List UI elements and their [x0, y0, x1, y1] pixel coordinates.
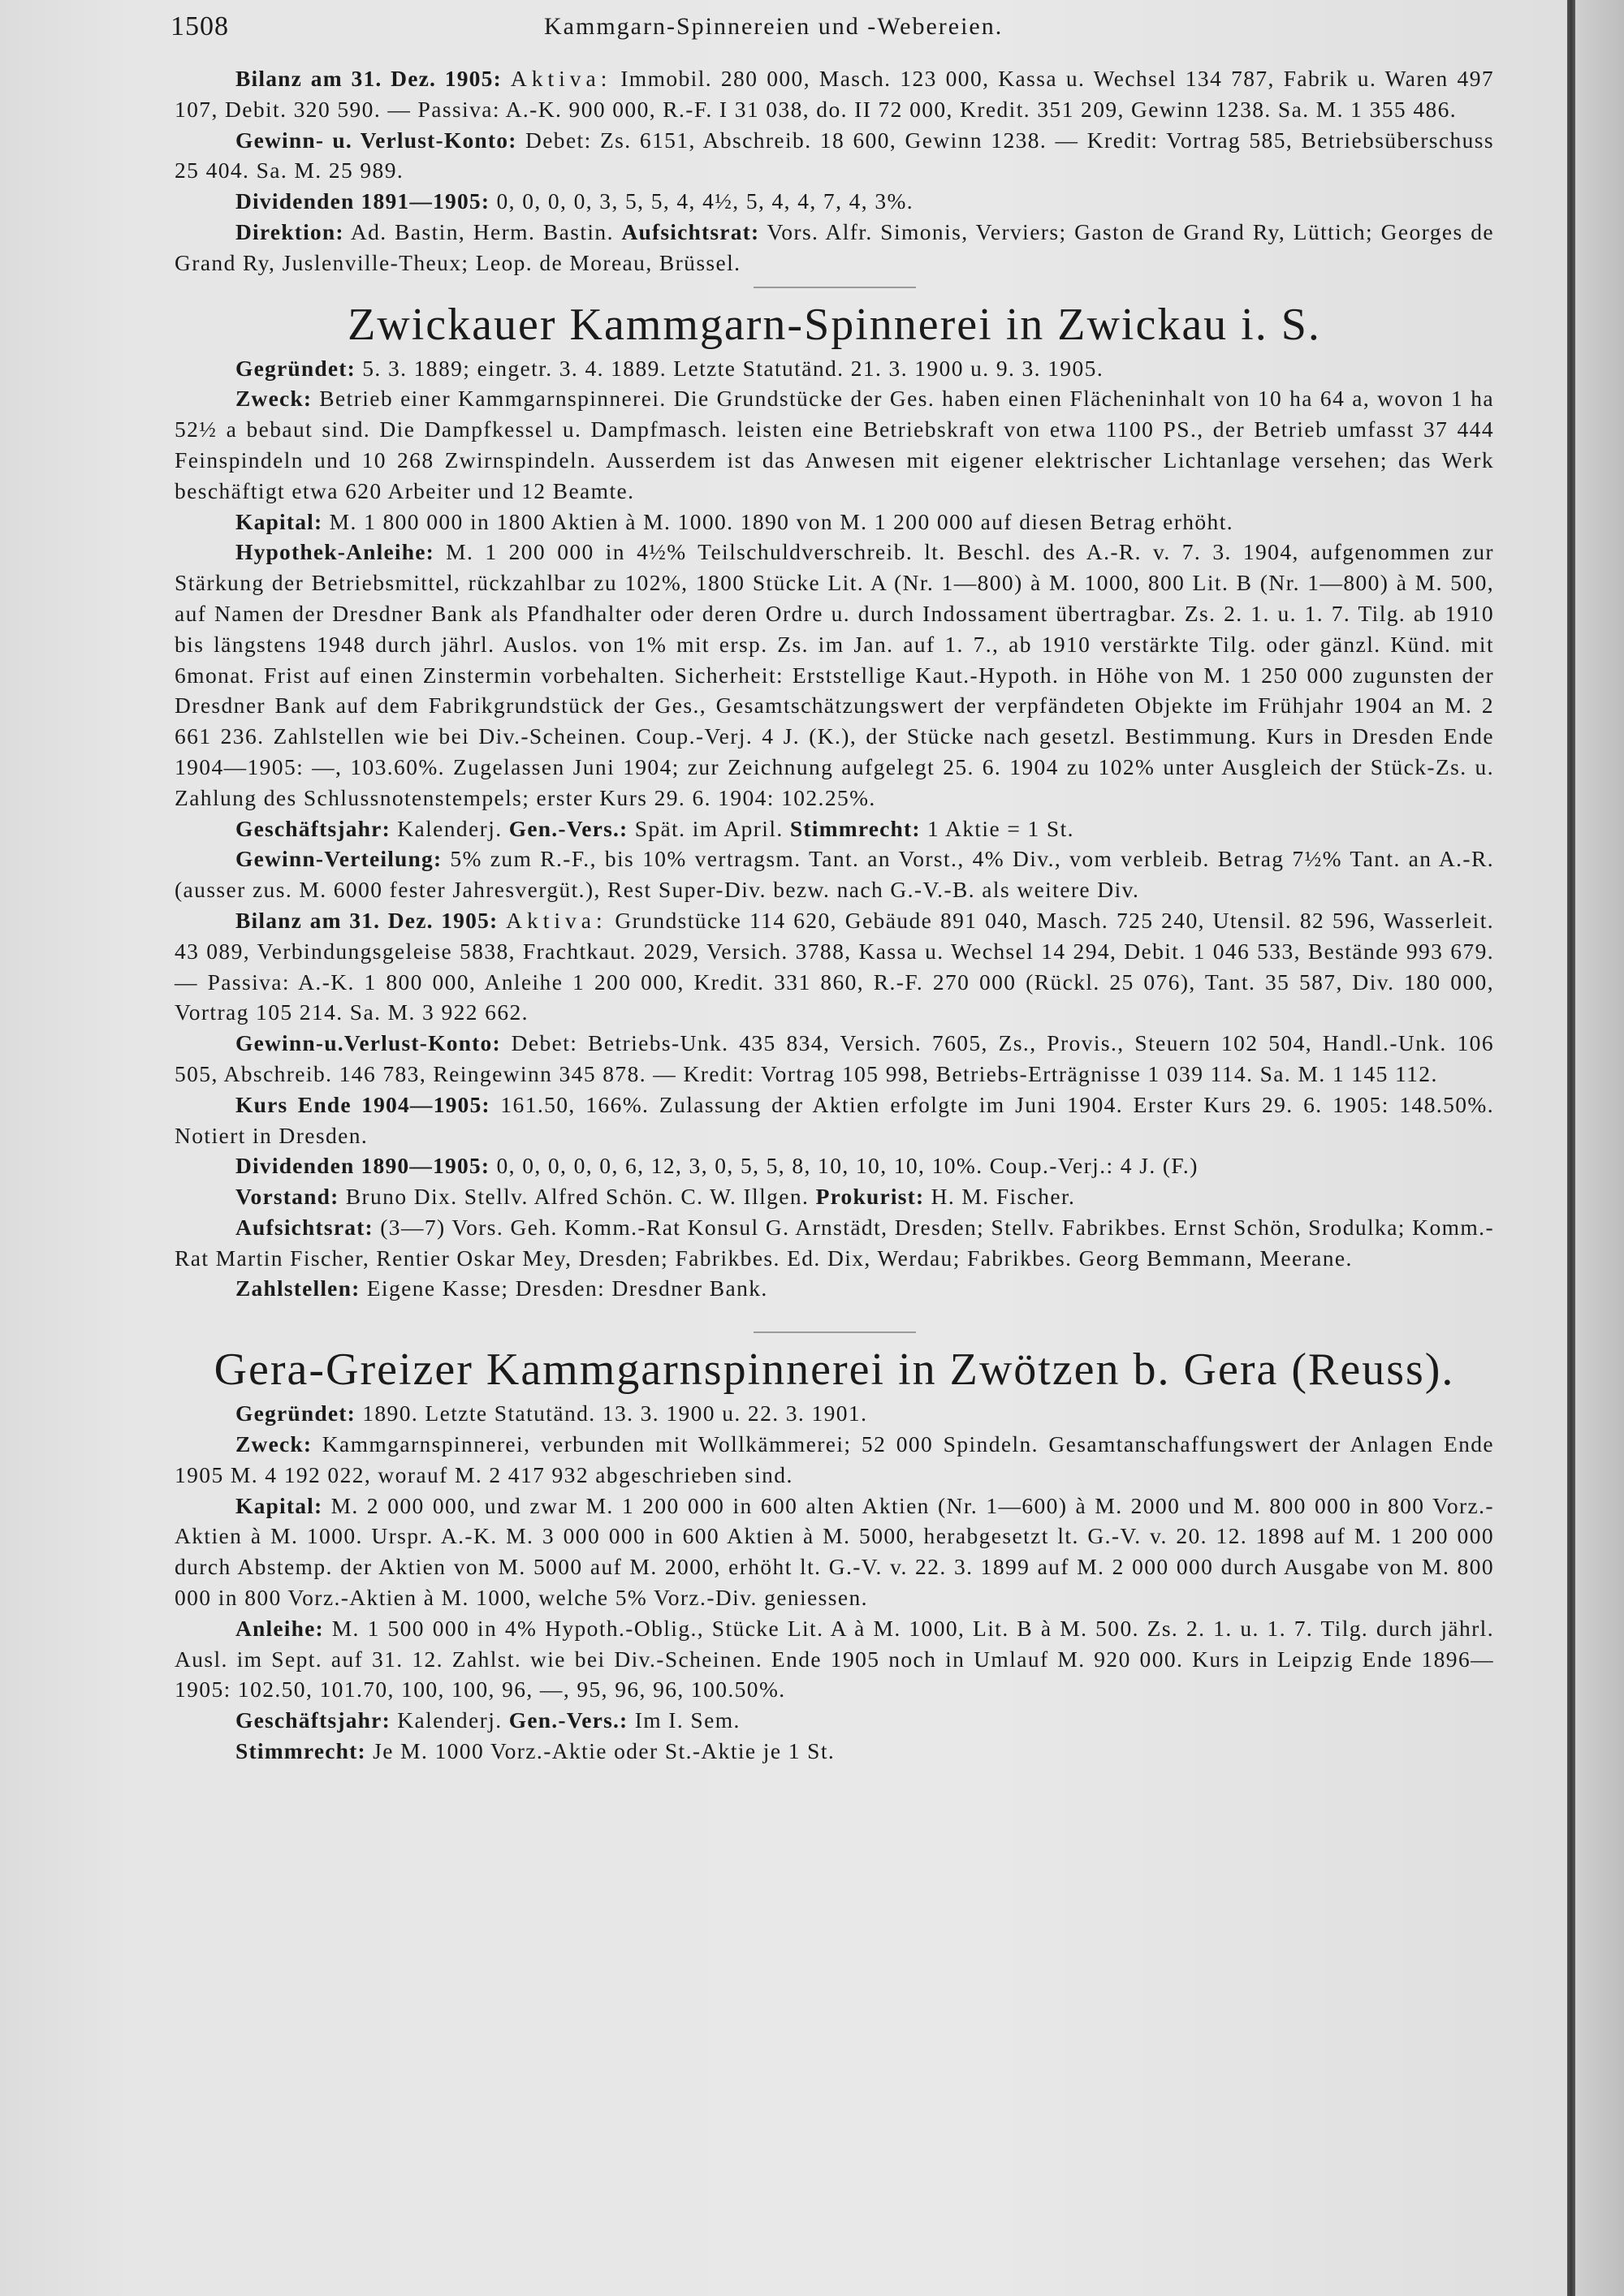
gera-kapital-text: M. 2 000 000, und zwar M. 1 200 000 in 600 alten Aktien (Nr. 1—600) à M. 2000 und M. 800 000 in 800 Vorz.-Aktien à M. 1000. Urspr. A.-K. M. 3 000 000 in 600 Aktien à M. 5000, herabgesetzt lt. G.-V. v. 20. 12. 1898 auf M. 1 200 000 durch Abstemp. der Aktien von M. 5000 auf M. 2000, erhöht lt. G.-V. v. 22. 3. 1899 auf M. 2 000 000 durch Ausgabe von M. 800 000 in 800 Vorz.-Aktien à M. 1000, welche 5% Vorz.-Div. geniessen.: [175, 1492, 1494, 1611]
zwickau-dividenden: [175, 1150, 1494, 1181]
prev-bilanz-label: Bilanz am 31. Dez. 1905:: [235, 66, 502, 91]
gera-zweck-text: Kammgarnspinnerei, verbunden mit Wollkämmerei; 52 000 Spindeln. Gesamtanschaffungswert der Anlagen Ende 1905 M. 4 192 022, worauf M. 2 417 932 abgeschrieben sind.: [175, 1431, 1495, 1487]
zwickau-st-label: Stimmrecht:: [789, 815, 921, 841]
zwickau-guv: [175, 1028, 1494, 1090]
prev-bilanz: [175, 63, 1494, 125]
prev-div-label: Dividenden 1891—1905:: [235, 188, 490, 214]
prev-direktion: [175, 217, 1494, 278]
zwickau-gv-text: Spät. im April.: [634, 815, 784, 841]
zwickau-prokurist-text: H. M. Fischer.: [931, 1184, 1076, 1210]
gera-anleihe: [175, 1613, 1494, 1705]
gera-zweck-label: Zweck:: [235, 1431, 313, 1457]
zwickau-st-text: 1 Aktie = 1 St.: [927, 815, 1074, 841]
zwickau-gew-label: Gewinn-Verteilung:: [235, 846, 443, 872]
gera-gegruendet: [175, 1398, 1494, 1429]
zwickau-vorstand-text: Bruno Dix. Stellv. Alfred Schön. C. W. Illgen.: [345, 1184, 810, 1210]
zwickau-vorstand: [175, 1181, 1494, 1212]
gera-gegr-label: Gegründet:: [235, 1400, 356, 1426]
zwickau-gegr-text: 5. 3. 1889; eingetr. 3. 4. 1889. Letzte Statutänd. 21. 3. 1900 u. 9. 3. 1905.: [362, 355, 1104, 381]
prev-ar-text: Vors. Alfr. Simonis, Verviers; Gaston de Grand Ry, Lüttich; Georges de Grand Ry, Juslenville-Theux; Leop. de Moreau, Brüssel.: [175, 218, 1494, 275]
zwickau-prokurist-label: Prokurist:: [815, 1184, 925, 1210]
prev-div-text: 0, 0, 0, 0, 3, 5, 5, 4, 4½, 5, 4, 4, 7, 4, 3%.: [496, 188, 914, 214]
company-title-gera: Gera-Greizer Kammgarnspinnerei in Zwötzen b. Gera (Reuss).: [214, 1344, 1455, 1396]
zwickau-gegruendet: [175, 353, 1494, 384]
page-content: [175, 63, 1494, 1767]
section-divider: [754, 287, 916, 288]
zwickau-hyp-text: M. 1 200 000 in 4½% Teilschuldverschreib. lt. Beschl. des A.-R. v. 7. 3. 1904, aufgenommen zur Stärkung der Betriebsmittel, rückzahlbar zu 102%, 1800 Stücke Lit. A (Nr. 1—800) à M. 1000, 800 Lit. B (Nr. 1—800) à M. 500, auf Namen der Dresdner Bank als Pfandhalter oder deren Ordre u. durch Indossament übertragbar. Zs. 2. 1. u. 1. 7. Tilg. ab 1910 bis längstens 1948 durch jährl. Auslos. von 1% mit ersp. Zs. im Jan. auf 1. 7., ab 1910 verstärkte Tilg. oder gänzl. Künd. mit 6monat. Frist auf einen Zinstermin vorbehalten. Sicherheit: Erststellige Kaut.-Hypoth. in Höhe von M. 1 250 000 zugunsten der Dresdner Bank auf dem Fabrikgrundstück der Ges., Gesamtschätzungswert der verpfändeten Objekte im Frühjahr 1904 an M. 2 661 236. Zahlstellen wie bei Div.-Scheinen. Coup.-Verj. 4 J. (K.), der Stücke nach gesetzl. Bestimmung. Kurs in Dresden Ende 1904—1905: —, 103.60%. Zugelassen Juni 1904; zur Zeichnung aufgelegt 25. 6. 1904 zu 102% unter Ausgleich der Stück-Zs. u. Zahlung des Schlussnotenstempels; erster Kurs 29. 6. 1904: 102.25%.: [175, 539, 1494, 810]
zwickau-gewinnverteilung: [175, 844, 1494, 905]
zwickau-gj-label: Geschäftsjahr:: [235, 815, 391, 841]
company-gera: [175, 1341, 1494, 1767]
zwickau-ar-text: (3—7) Vors. Geh. Komm.-Rat Konsul G. Arnstädt, Dresden; Stellv. Fabrikbes. Ernst Schön, Srodulka; Komm.-Rat Martin Fischer, Rentier Oskar Mey, Dresden; Fabrikbes. Ed. Dix, Werdau; Fabrikbes. Georg Bemmann, Meerane.: [175, 1214, 1495, 1271]
zwickau-guv-text: Debet: Betriebs-Unk. 435 834, Versich. 7605, Zs., Provis., Steuern 102 504, Handl.-Unk. 106 505, Abschreib. 146 783, Reingewinn 345 878. — Kredit: Vortrag 105 998, Betriebs-Erträgnisse 1 039 114. Sa. M. 1 145 112.: [175, 1030, 1494, 1086]
zwickau-gew-text: 5% zum R.-F., bis 10% vertragsm. Tant. an Vorst., 4% Div., vom verbleib. Betrag 7½% Tant. an A.-R. (ausser zus. M. 6000 fester Jahresvergüt.), Rest Super-Div. bezw. nach G.-V.-B. als weitere Div.: [175, 846, 1494, 903]
zwickau-aufsichtsrat: [175, 1212, 1494, 1274]
company-zwickau: [175, 296, 1494, 1305]
zwickau-ar-label: Aufsichtsrat:: [235, 1214, 374, 1240]
prev-guv: [175, 125, 1494, 187]
prev-guv-text: Debet: Zs. 6151, Abschreib. 18 600, Gewinn 1238. — Kredit: Vortrag 585, Betriebsüberschuss 25 404. Sa. M. 25 989.: [175, 127, 1494, 183]
page-header: [171, 11, 1502, 44]
page-number: 1508: [171, 11, 229, 41]
zwickau-gj-text: Kalenderj.: [397, 815, 503, 841]
page-binding-shadow: [1575, 0, 1624, 2296]
prev-bilanz-text: Immobil. 280 000, Masch. 123 000, Kassa u. Wechsel 134 787, Fabrik u. Waren 497 107, Debit. 320 590. — Passiva: A.-K. 900 000, R.-F. I 31 038, do. II 72 000, Kredit. 351 209, Gewinn 1238. Sa. M. 1 355 486.: [175, 66, 1495, 122]
prev-dir-text: Ad. Bastin, Herm. Bastin.: [350, 218, 614, 244]
gera-zweck: [175, 1429, 1494, 1491]
zwickau-bilanz-aktiva: Aktiva:: [506, 907, 607, 933]
company-title-zwickau: Zwickauer Kammgarn-Spinnerei in Zwickau i. S.: [348, 299, 1321, 350]
zwickau-hypothek: [175, 537, 1494, 813]
zwickau-guv-label: Gewinn-u.Verlust-Konto:: [235, 1030, 501, 1056]
prev-dir-label: Direktion:: [235, 218, 344, 244]
zwickau-zahlstellen: [175, 1273, 1494, 1304]
zwickau-gegr-label: Gegründet:: [235, 355, 356, 381]
zwickau-kurs-text: 161.50, 166%. Zulassung der Aktien erfolgte im Juni 1904. Erster Kurs 29. 6. 1905: 148.50%. Notiert in Dresden.: [175, 1091, 1495, 1148]
zwickau-kurs-label: Kurs Ende 1904—1905:: [235, 1091, 490, 1117]
zwickau-div-label: Dividenden 1890—1905:: [235, 1153, 490, 1179]
prev-bilanz-aktiva: Aktiva:: [510, 66, 612, 91]
gera-st-label: Stimmrecht:: [235, 1738, 366, 1764]
zwickau-bilanz-label: Bilanz am 31. Dez. 1905:: [235, 907, 499, 933]
zwickau-zweck-text: Betrieb einer Kammgarnspinnerei. Die Grundstücke der Ges. haben einen Flächeninhalt von 10 ha 64 a, wovon 1 ha 52½ a bebaut sind. Die Dampfkessel u. Dampfmasch. leisten eine Betriebskraft von etwa 1100 PS., der Betrieb umfasst 37 444 Feinspindeln und 10 268 Zwirnspindeln. Ausserdem ist das Anwesen mit eigener elektrischer Lichtanlage versehen; das Werk beschäftigt etwa 620 Arbeiter und 12 Beamte.: [175, 386, 1494, 503]
gera-kapital-label: Kapital:: [235, 1492, 323, 1518]
gera-anleihe-text: M. 1 500 000 in 4% Hypoth.-Oblig., Stücke Lit. A à M. 1000, Lit. B à M. 500. Zs. 2. 1. u. 1. 7. Tilg. durch jährl. Ausl. im Sept. auf 31. 12. Zahlst. wie bei Div.-Scheinen. Ende 1905 noch in Umlauf M. 920 000. Kurs in Leipzig Ende 1896—1905: 102.50, 101.70, 100, 100, 96, —, 95, 96, 96, 100.50%.: [175, 1615, 1494, 1703]
zwickau-zahl-label: Zahlstellen:: [235, 1275, 361, 1301]
gera-gj-label: Geschäftsjahr:: [235, 1707, 391, 1733]
zwickau-vorstand-label: Vorstand:: [235, 1184, 339, 1210]
gera-gegr-text: 1890. Letzte Statutänd. 13. 3. 1900 u. 22. 3. 1901.: [362, 1400, 868, 1426]
zwickau-geschaeftsjahr: [175, 814, 1494, 844]
zwickau-zweck: [175, 383, 1494, 506]
gera-gv-text: Im I. Sem.: [634, 1707, 741, 1733]
gera-gj-text: Kalenderj.: [397, 1707, 503, 1733]
section-divider: [754, 1331, 916, 1333]
gera-kapital: [175, 1491, 1494, 1613]
gera-anleihe-label: Anleihe:: [235, 1615, 324, 1641]
running-head: Kammgarn-Spinnereien und -Webereien.: [544, 13, 1004, 40]
zwickau-gv-label: Gen.-Vers.:: [508, 815, 628, 841]
zwickau-hyp-label: Hypothek-Anleihe:: [235, 539, 434, 565]
zwickau-div-text: 0, 0, 0, 0, 0, 6, 12, 3, 0, 5, 5, 8, 10, 10, 10, 10%. Coup.-Verj.: 4 J. (F.): [496, 1153, 1199, 1179]
prev-ar-label: Aufsichtsrat:: [621, 218, 760, 244]
gera-st-text: Je M. 1000 Vorz.-Aktie oder St.-Aktie je 1 St.: [373, 1738, 836, 1764]
gera-stimmrecht: [175, 1736, 1494, 1767]
page-binding-edge: [1567, 0, 1575, 2296]
zwickau-zweck-label: Zweck:: [235, 386, 313, 412]
prev-guv-label: Gewinn- u. Verlust-Konto:: [235, 127, 517, 153]
gera-gv-label: Gen.-Vers.:: [508, 1707, 628, 1733]
zwickau-kapital: [175, 507, 1494, 537]
zwickau-zahl-text: Eigene Kasse; Dresden: Dresdner Bank.: [366, 1275, 768, 1301]
prev-dividenden: [175, 186, 1494, 217]
zwickau-kurs: [175, 1090, 1494, 1151]
zwickau-bilanz: [175, 905, 1494, 1028]
zwickau-kapital-label: Kapital:: [235, 508, 323, 534]
gera-geschaeftsjahr: [175, 1705, 1494, 1736]
zwickau-kapital-text: M. 1 800 000 in 1800 Aktien à M. 1000. 1890 von M. 1 200 000 auf diesen Betrag erhöht.: [329, 508, 1234, 534]
zwickau-bilanz-text: Grundstücke 114 620, Gebäude 891 040, Masch. 725 240, Utensil. 82 596, Wasserleit. 43 089, Verbindungsgeleise 5838, Frachtkaut. 2029, Versich. 3788, Kassa u. Wechsel 14 294, Debit. 1 046 533, Bestände 993 679. — Passiva: A.-K. 1 800 000, Anleihe 1 200 000, Kredit. 331 860, R.-F. 270 000 (Rückl. 25 076), Tant. 35 587, Div. 180 000, Vortrag 105 214. Sa. M. 3 922 662.: [175, 907, 1495, 1025]
previous-company-continuation: [175, 63, 1494, 278]
